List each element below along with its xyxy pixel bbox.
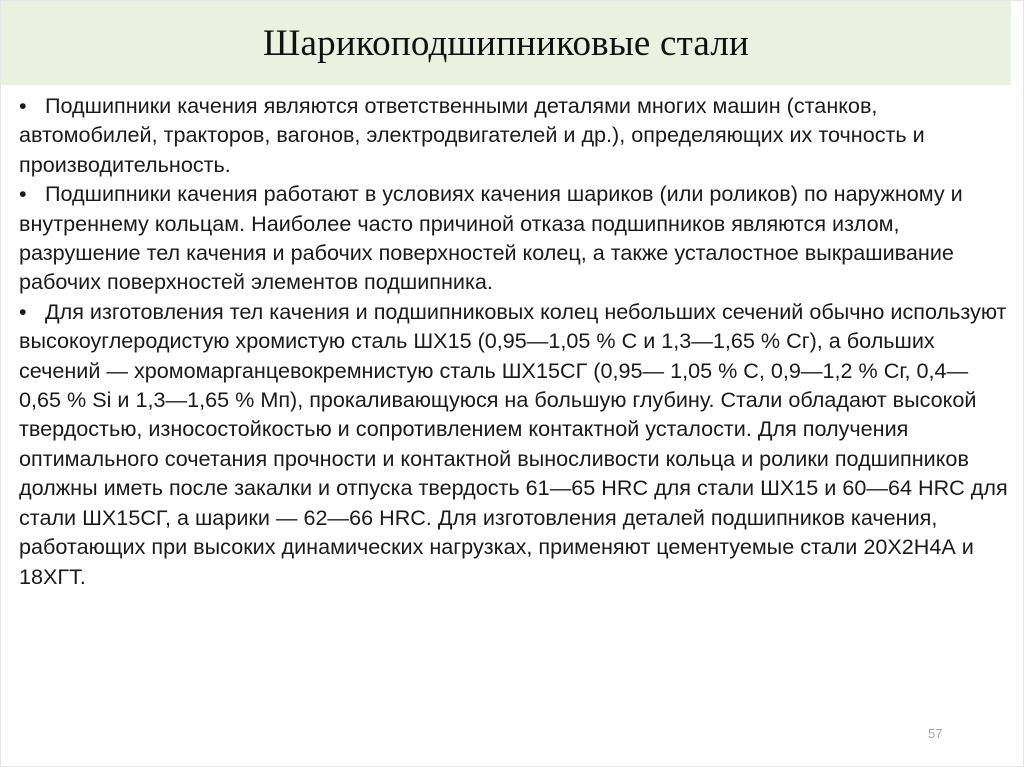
slide-body — [19, 91, 1009, 591]
title-bar — [1, 1, 1011, 85]
bullet-paragraph-3 — [19, 297, 1009, 591]
bullet-icon: • — [19, 93, 27, 118]
slide-title: Шарикоподшипниковые стали — [262, 22, 750, 64]
paragraph-text-3: Для изготовления тел качения и подшипниковых колец небольших сечений обычно используют высокоуглеродистую хромистую сталь ШХ15 (0,95—1,05 % С и 1,3—1,65 % Сг), а больших сечений — хромомарганцевокремнистую сталь ШХ15СГ (0,95— 1,05 % С, 0,9—1,2 % Сг, 0,4—0,65 % Si и 1,3—1,65 % Мп), прокаливающуюся на большую глубину. Стали обладают высокой твердостью, износостойкостью и сопротивлением контактной усталости. Для получения оптимального сочетания прочности и контактной выносливости кольца и ролики подшипников должны иметь после закалки и отпуска твердость 61—65 HRC для стали ШХ15 и 60—64 HRC для стали ШХ15СГ, а шарики — 62—66 HRC. Для изготовления деталей подшипников качения, работающих при высоких динамических нагрузках, применяют цементуемые стали 20Х2Н4А и 18ХГТ. — [19, 298, 1008, 589]
bullet-icon: • — [19, 298, 27, 324]
paragraph-text-1: Подшипники качения являются ответственными деталями многих машин (станков, автомобилей, тракторов, вагонов, электродвигателей и др.), определяющих их точность и производительность. — [19, 93, 925, 177]
paragraph-text-2: Подшипники качения работают в условиях качения шариков (или роликов) по наружному и внутреннему кольцам. Наиболее часто причиной отказа подшипников являются излом, разрушение тел качения и рабочих поверхностей колец, а также усталостное выкрашивание рабочих поверхностей элементов подшипника. — [19, 181, 963, 295]
bullet-paragraph-2 — [19, 179, 1009, 297]
bullet-icon: • — [19, 181, 27, 207]
bullet-paragraph-1 — [19, 91, 1009, 179]
page-number: 57 — [928, 726, 943, 741]
